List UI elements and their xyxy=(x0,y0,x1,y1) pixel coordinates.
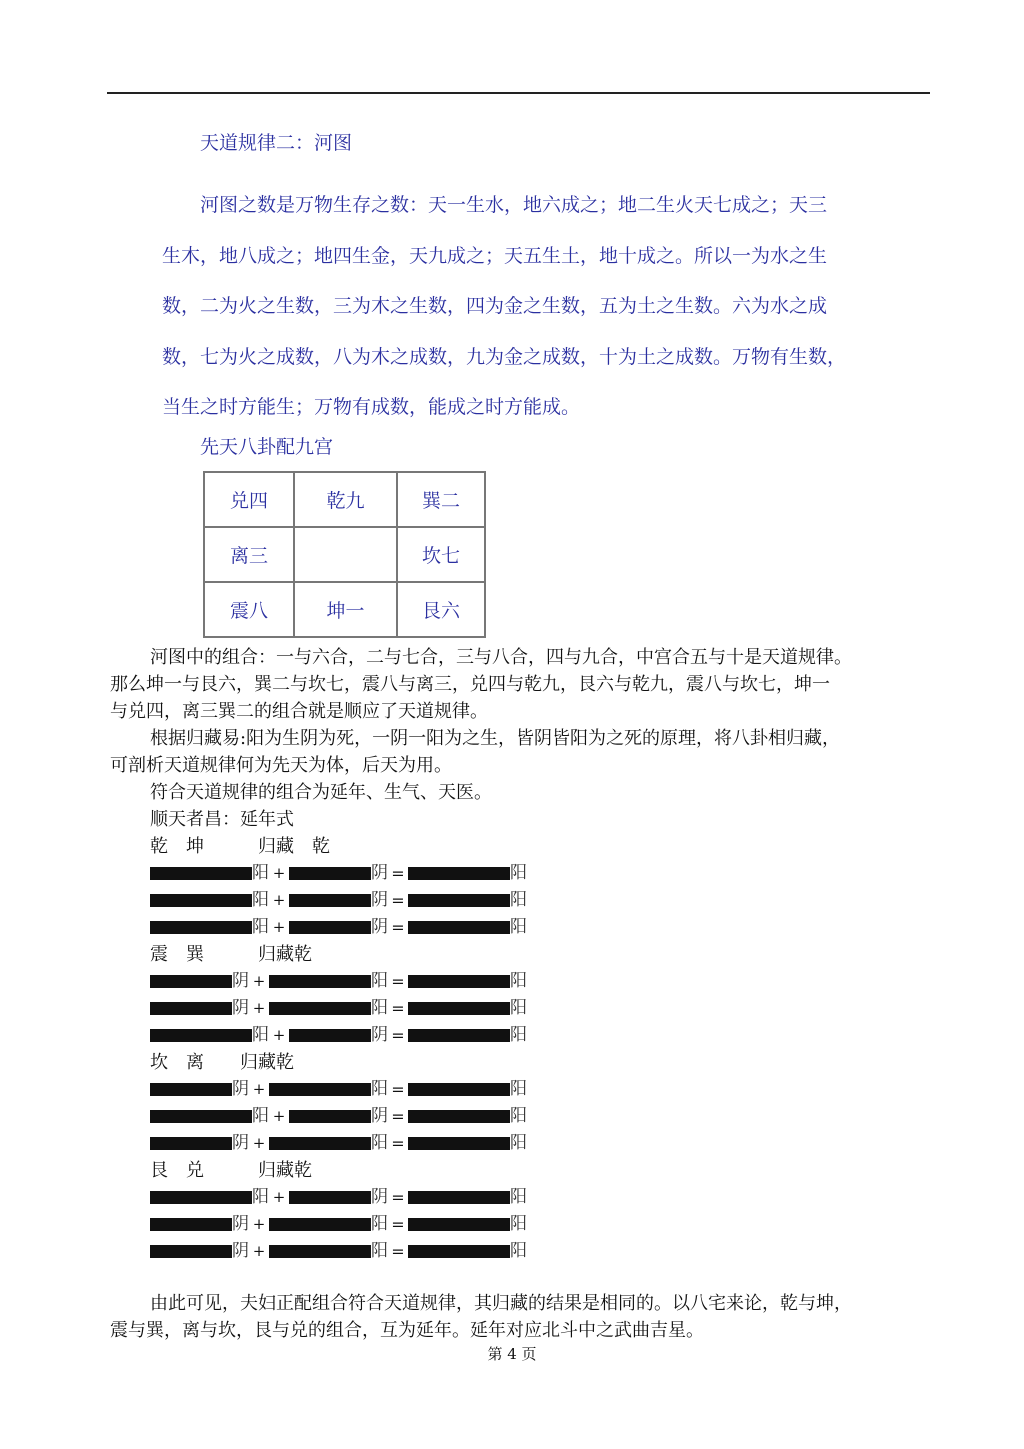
grid-cell: 巽二 xyxy=(397,472,485,527)
equals-sign: = xyxy=(391,1215,405,1234)
body-line: 与兑四，离三巽二的组合就是顺应了天道规律。 xyxy=(110,701,488,722)
line-type-label: 阴 xyxy=(371,917,388,937)
paragraph-line: 河图之数是万物生存之数：天一生水，地六成之；地二生火天七成之；天三 xyxy=(200,194,828,216)
paragraph-line: 数，七为火之成数，八为木之成数，九为金之成数，十为土之成数。万物有生数， xyxy=(162,345,847,368)
line-type-label: 阳 xyxy=(252,890,269,910)
line-type-label: 阳 xyxy=(371,1079,388,1099)
line-type-label: 阳 xyxy=(510,971,527,991)
hexagram-bar xyxy=(150,921,252,934)
line-type-label: 阳 xyxy=(510,1025,527,1045)
hexagram-bar xyxy=(150,1218,232,1231)
hexagram-line-row xyxy=(150,1130,527,1157)
line-type-label: 阳 xyxy=(371,971,388,991)
hexagram-bar xyxy=(408,1002,510,1015)
hexagram-bar xyxy=(150,1137,232,1150)
body-line: 由此可见，夫妇正配组合符合天道规律，其归藏的结果是相同的。以八宅来论，乾与坤， xyxy=(150,1293,852,1314)
plus-sign: + xyxy=(252,1215,266,1233)
plus-sign: + xyxy=(272,864,286,882)
line-type-label: 阳 xyxy=(510,1187,527,1207)
line-type-label: 阳 xyxy=(371,998,388,1018)
paragraph-line: 生木，地八成之；地四生金，天九成之；天五生土，地十成之。所以一为水之生 xyxy=(162,244,828,267)
body-line: 符合天道规律的组合为延年、生气、天医。 xyxy=(150,782,492,803)
hexagram-bar xyxy=(289,1191,371,1204)
hexagram-group-label: 乾 坤 归藏 乾 xyxy=(150,836,330,857)
equals-sign: = xyxy=(391,999,405,1018)
grid-cell: 离三 xyxy=(204,527,294,582)
body-line: 根据归藏易:阳为生阴为死，一阴一阳为之生，皆阴皆阳为之死的原理，将八卦相归藏， xyxy=(150,728,841,749)
body-text-1 xyxy=(110,644,930,833)
hexagram-line-row xyxy=(150,860,527,887)
line-type-label: 阳 xyxy=(510,998,527,1018)
line-type-label: 阳 xyxy=(510,1241,527,1261)
hexagram-line-row xyxy=(150,995,527,1022)
hexagram-line-row xyxy=(150,1076,527,1103)
hexagram-bar xyxy=(150,1245,232,1258)
hexagram-bar xyxy=(269,975,371,988)
body-line: 河图中的组合：一与六合，二与七合，三与八合，四与九合，中宫合五与十是天道规律。 xyxy=(150,647,852,668)
grid-row xyxy=(204,582,485,637)
hexagram-bar xyxy=(408,1137,510,1150)
hexagram-bar xyxy=(289,1110,371,1123)
line-type-label: 阴 xyxy=(371,890,388,910)
section-heading-hetu: 天道规律二：河图 xyxy=(200,132,353,154)
line-type-label: 阳 xyxy=(510,1214,527,1234)
line-type-label: 阴 xyxy=(232,971,249,991)
plus-sign: + xyxy=(272,1026,286,1044)
equals-sign: = xyxy=(391,1080,405,1099)
hexagram-bar xyxy=(150,1002,232,1015)
hexagram-bar xyxy=(150,894,252,907)
grid-cell: 坎七 xyxy=(397,527,485,582)
hexagram-line-row xyxy=(150,968,527,995)
equals-sign: = xyxy=(391,1242,405,1261)
hexagram-line-row xyxy=(150,1022,527,1049)
plus-sign: + xyxy=(272,918,286,936)
hetu-paragraph xyxy=(162,180,852,433)
equals-sign: = xyxy=(391,1107,405,1126)
body-line: 可剖析天道规律何为先天为体，后天为用。 xyxy=(110,755,452,776)
equals-sign: = xyxy=(391,1026,405,1045)
line-type-label: 阳 xyxy=(371,1133,388,1153)
plus-sign: + xyxy=(252,1080,266,1098)
plus-sign: + xyxy=(272,1188,286,1206)
section-heading-nine-palaces: 先天八卦配九宫 xyxy=(200,436,334,458)
header-rule xyxy=(107,92,930,94)
hexagram-line-row xyxy=(150,1103,527,1130)
plus-sign: + xyxy=(252,1134,266,1152)
grid-cell: 兑四 xyxy=(204,472,294,527)
hexagram-bar xyxy=(289,921,371,934)
plus-sign: + xyxy=(252,1242,266,1260)
line-type-label: 阳 xyxy=(510,1079,527,1099)
hexagram-bar xyxy=(408,975,510,988)
hexagram-bar xyxy=(289,867,371,880)
hexagram-group-label: 艮 兑 归藏乾 xyxy=(150,1160,312,1181)
body-line: 那么坤一与艮六，巽二与坎七，震八与离三，兑四与乾九，艮六与乾九，震八与坎七，坤一 xyxy=(110,674,830,695)
line-type-label: 阳 xyxy=(510,1133,527,1153)
hexagram-bar xyxy=(408,894,510,907)
hexagram-bar xyxy=(269,1218,371,1231)
hexagram-bar xyxy=(269,1137,371,1150)
hexagram-bar xyxy=(408,1110,510,1123)
hexagram-line-row xyxy=(150,1184,527,1211)
hexagram-bar xyxy=(408,1218,510,1231)
line-type-label: 阴 xyxy=(232,1133,249,1153)
line-type-label: 阴 xyxy=(371,1106,388,1126)
line-type-label: 阳 xyxy=(252,1187,269,1207)
line-type-label: 阴 xyxy=(371,1187,388,1207)
plus-sign: + xyxy=(272,891,286,909)
hexagram-group-label: 坎 离 归藏乾 xyxy=(150,1052,294,1073)
hexagram-bar xyxy=(408,1191,510,1204)
line-type-label: 阴 xyxy=(371,1025,388,1045)
plus-sign: + xyxy=(252,972,266,990)
hexagram-line-row xyxy=(150,914,527,941)
line-type-label: 阳 xyxy=(371,1214,388,1234)
hexagram-bar xyxy=(150,1191,252,1204)
grid-cell: 坤一 xyxy=(294,582,397,637)
nine-palace-grid xyxy=(203,471,486,638)
grid-row xyxy=(204,527,485,582)
line-type-label: 阴 xyxy=(232,1214,249,1234)
hexagram-bar xyxy=(150,1083,232,1096)
line-type-label: 阳 xyxy=(252,1106,269,1126)
hexagram-bar xyxy=(150,1029,252,1042)
hexagram-bar xyxy=(150,867,252,880)
page-number: 第 4 页 xyxy=(487,1345,537,1363)
hexagram-bar xyxy=(150,975,232,988)
hexagram-bar xyxy=(289,894,371,907)
hexagram-bar xyxy=(150,1110,252,1123)
hexagram-line-row xyxy=(150,887,527,914)
hexagram-diagrams xyxy=(150,833,527,1265)
grid-cell: 震八 xyxy=(204,582,294,637)
equals-sign: = xyxy=(391,918,405,937)
equals-sign: = xyxy=(391,1134,405,1153)
body-text-2 xyxy=(110,1290,930,1344)
hexagram-bar xyxy=(408,867,510,880)
equals-sign: = xyxy=(391,864,405,883)
grid-cell xyxy=(294,527,397,582)
hexagram-bar xyxy=(408,1083,510,1096)
hexagram-bar xyxy=(408,1029,510,1042)
hexagram-bar xyxy=(269,1083,371,1096)
line-type-label: 阳 xyxy=(252,917,269,937)
body-line: 顺天者昌：延年式 xyxy=(150,809,294,830)
line-type-label: 阴 xyxy=(232,998,249,1018)
grid-row xyxy=(204,472,485,527)
line-type-label: 阳 xyxy=(510,917,527,937)
hexagram-line-row xyxy=(150,1238,527,1265)
paragraph-line: 数，二为火之生数，三为木之生数，四为金之生数，五为土之生数。六为水之成 xyxy=(162,295,828,317)
hexagram-group-label: 震 巽 归藏乾 xyxy=(150,944,312,965)
line-type-label: 阳 xyxy=(371,1241,388,1261)
paragraph-line: 当生之时方能生；万物有成数，能成之时方能成。 xyxy=(162,396,581,418)
line-type-label: 阳 xyxy=(510,863,527,883)
plus-sign: + xyxy=(272,1107,286,1125)
hexagram-bar xyxy=(408,1245,510,1258)
hexagram-bar xyxy=(269,1002,371,1015)
line-type-label: 阴 xyxy=(371,863,388,883)
plus-sign: + xyxy=(252,999,266,1017)
grid-cell: 艮六 xyxy=(397,582,485,637)
line-type-label: 阳 xyxy=(252,1025,269,1045)
hexagram-bar xyxy=(269,1245,371,1258)
grid-cell: 乾九 xyxy=(294,472,397,527)
line-type-label: 阳 xyxy=(510,890,527,910)
body-line: 震与巽，离与坎，艮与兑的组合，互为延年。延年对应北斗中之武曲吉星。 xyxy=(110,1320,704,1341)
line-type-label: 阳 xyxy=(252,863,269,883)
hexagram-bar xyxy=(289,1029,371,1042)
equals-sign: = xyxy=(391,972,405,991)
line-type-label: 阴 xyxy=(232,1241,249,1261)
line-type-label: 阴 xyxy=(232,1079,249,1099)
equals-sign: = xyxy=(391,891,405,910)
equals-sign: = xyxy=(391,1188,405,1207)
hexagram-bar xyxy=(408,921,510,934)
line-type-label: 阳 xyxy=(510,1106,527,1126)
hexagram-line-row xyxy=(150,1211,527,1238)
